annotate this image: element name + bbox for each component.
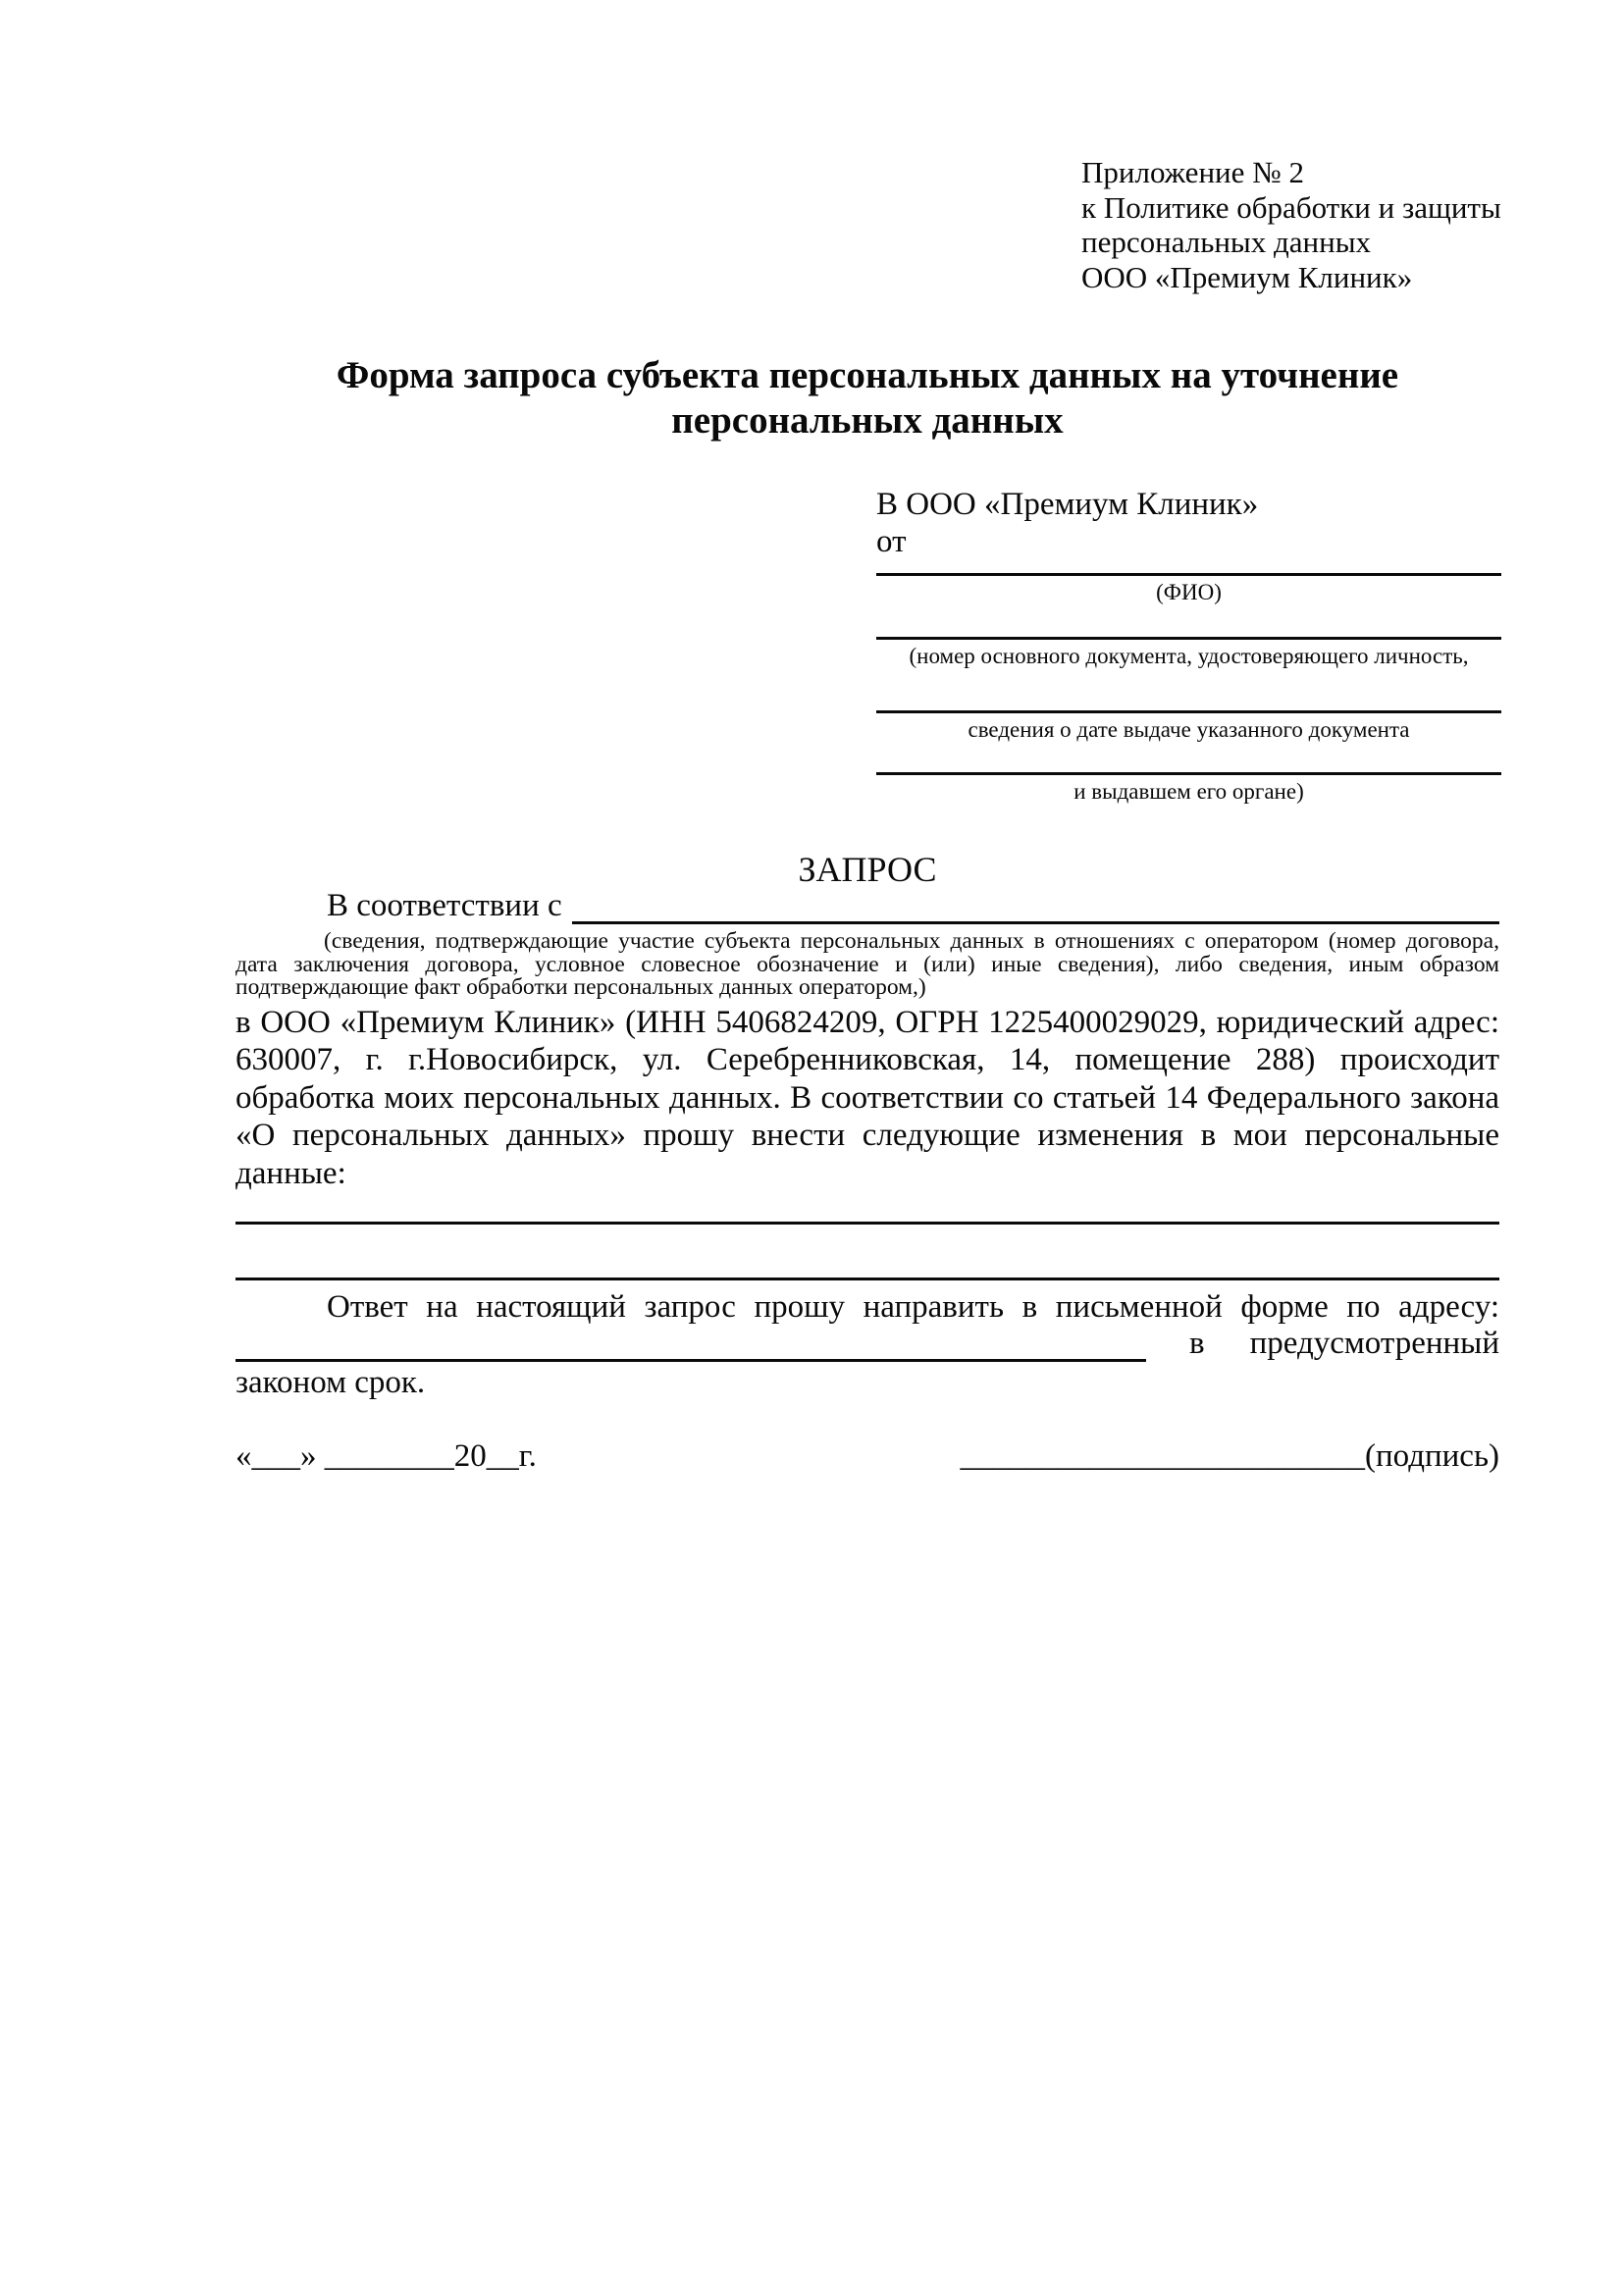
date-line: «___» ________20__г. <box>236 1438 537 1474</box>
addressee-from-label: от <box>876 524 907 559</box>
body-paragraph: в ООО «Премиум Клиник» (ИНН 5406824209, ОГРН 1225400029029, юридический адрес: 630007, г. г.Новосибирск, ул. Серебренниковская, 14, помещение 288) происходит обработка моих персональных данных. В соответствии со статьей 14 Федерального закона «О персональных данных» прошу внести следующие изменения в мои персональные данные: <box>236 1005 1499 1191</box>
appendix-note-line: ООО «Премиум Клиник» <box>1081 259 1413 294</box>
changes-fill-line-2 <box>236 1278 1499 1280</box>
intro-fill-line <box>572 892 1499 924</box>
issuing-authority-fill-line <box>876 772 1501 775</box>
fio-caption: (ФИО) <box>1156 580 1222 604</box>
document-number-caption: (номер основного документа, удостоверяющего личность, <box>909 644 1469 668</box>
issue-date-fill-line <box>876 710 1501 713</box>
intro-line <box>236 888 1499 924</box>
intro-footnote: (сведения, подтверждающие участие субъекта персональных данных в отношениях с оператором (номер договора, дата заключения договора, условное словесное обозначение и (или) иные сведения), либо сведения, иным образом подтверждающие факт обработки персональных данных оператором,) <box>236 928 1499 1000</box>
fio-fill-line <box>876 573 1501 576</box>
form-title: Форма запроса субъекта персональных данных на уточнение персональных данных <box>336 354 1399 442</box>
reply-line-2-text: в предусмотренный <box>1189 1325 1499 1361</box>
issuing-authority-caption: и выдавшем его органе) <box>1073 779 1304 804</box>
date-signature-row <box>236 1437 1499 1475</box>
signature-fill-line: _________________________ <box>960 1438 1365 1474</box>
reply-address-fill-line <box>236 1330 1146 1362</box>
changes-fill-line-1 <box>236 1222 1499 1225</box>
reply-line-3: законом срок. <box>236 1365 426 1400</box>
appendix-note-line: к Политике обработки и защиты <box>1081 189 1501 225</box>
document-number-fill-line <box>876 637 1501 640</box>
reply-line-2 <box>236 1325 1499 1362</box>
appendix-note-line: персональных данных <box>1081 225 1372 259</box>
intro-prefix: В соответствии с <box>327 887 562 923</box>
issue-date-caption: сведения о дате выдаче указанного документа <box>968 717 1410 742</box>
addressee-to: В ООО «Премиум Клиник» <box>876 487 1259 522</box>
signature-caption: (подпись) <box>1365 1438 1499 1474</box>
appendix-note <box>1081 155 1501 294</box>
appendix-note-line: Приложение № 2 <box>1081 155 1304 189</box>
signature-line <box>961 1437 1500 1475</box>
request-heading: ЗАПРОС <box>798 850 937 889</box>
reply-line-1: Ответ на настоящий запрос прошу направить в письменной форме по адресу: <box>327 1289 1499 1325</box>
